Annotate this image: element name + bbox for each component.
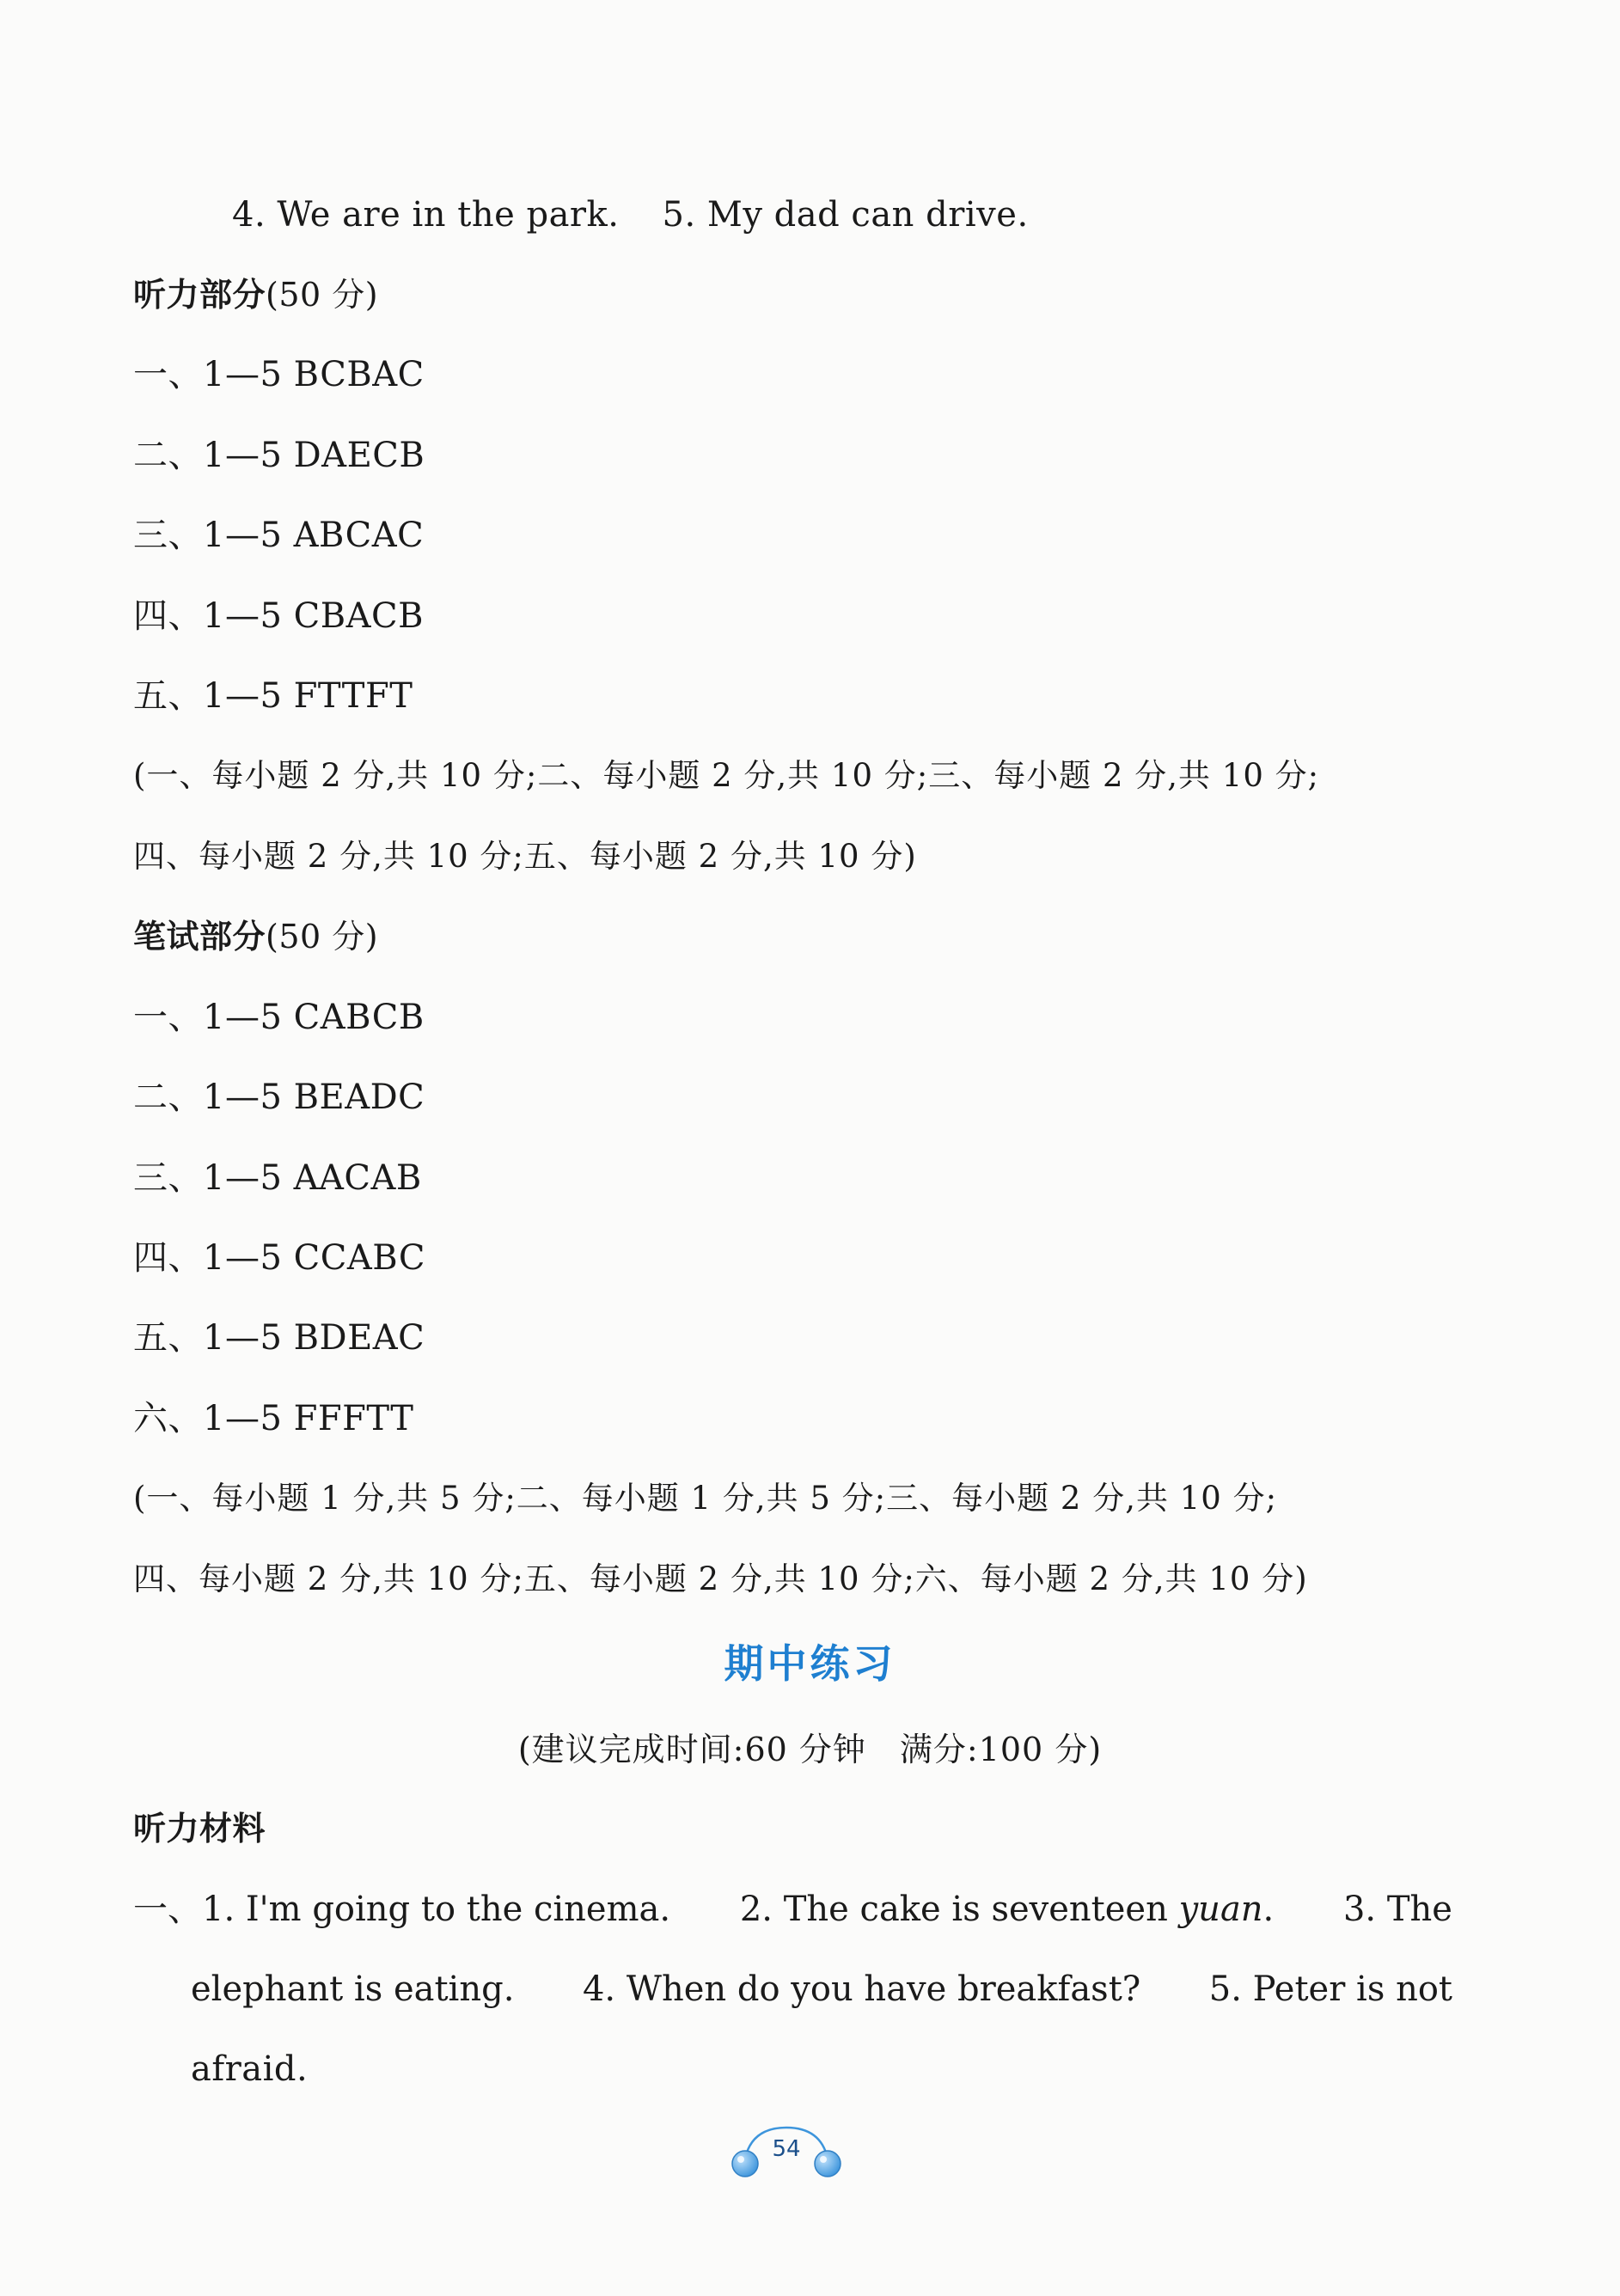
material-line-2-part-3: 5. Peter is not [1208, 1969, 1452, 2009]
listening-score: (50 分) [266, 276, 379, 314]
material-line-2-part-2: 4. When do you have breakfast? [582, 1969, 1141, 2009]
top-answer-line [232, 189, 1029, 241]
listening-scoring-note-1: (一、每小题 2 分,共 10 分;二、每小题 2 分,共 10 分;三、每小题 2 分,共 10 分; [133, 757, 1320, 794]
writing-answer-2: 二、1—5 BEADC [133, 1078, 425, 1117]
material-line-3: afraid. [191, 2049, 309, 2089]
writing-heading [133, 911, 378, 962]
material-line-1 [133, 1884, 1452, 1935]
material-item-2-end: . [1262, 1890, 1275, 1929]
listening-answer-1: 一、1—5 BCBAC [133, 355, 425, 394]
writing-answer-6: 六、1—5 FFFTT [133, 1399, 414, 1438]
writing-answer-4: 四、1—5 CCABC [133, 1238, 425, 1278]
page-number: 54 [772, 2136, 801, 2162]
material-line-2 [191, 1963, 1452, 2015]
writing-answer-5: 五、1—5 BDEAC [133, 1318, 425, 1358]
top-item-5: 5. My dad can drive. [662, 195, 1029, 235]
listening-answer-5: 五、1—5 FTTFT [133, 676, 413, 716]
writing-score: (50 分) [266, 918, 379, 956]
listening-answer-3: 三、1—5 ABCAC [133, 516, 425, 555]
material-item-2-text: 2. The cake is seventeen [739, 1890, 1168, 1929]
midterm-suggestion: (建议完成时间:60 分钟 满分:100 分) [517, 1731, 1103, 1768]
top-item-4: 4. We are in the park. [232, 195, 620, 235]
midterm-title: 期中练习 [724, 1640, 896, 1687]
listening-answer-4: 四、1—5 CBACB [133, 596, 424, 636]
writing-scoring-note-2: 四、每小题 2 分,共 10 分;五、每小题 2 分,共 10 分;六、每小题 2 分,共 10 分) [133, 1560, 1308, 1597]
listening-answer-2: 二、1—5 DAECB [133, 436, 425, 475]
material-item-2-italic: yuan [1178, 1890, 1263, 1929]
material-line-2-part-1: elephant is eating. [191, 1969, 515, 2009]
writing-scoring-note-1: (一、每小题 1 分,共 5 分;二、每小题 1 分,共 5 分;三、每小题 2 分,共 10 分; [133, 1480, 1278, 1517]
material-item-1: 一、1. I'm going to the cinema. [133, 1890, 671, 1929]
listening-heading [133, 269, 378, 321]
writing-heading-text: 笔试部分 [133, 918, 266, 956]
page-number-badge [726, 2121, 847, 2181]
listening-material-heading: 听力材料 [133, 1810, 266, 1847]
material-item-3-start: 3. The [1342, 1890, 1452, 1929]
listening-scoring-note-2: 四、每小题 2 分,共 10 分;五、每小题 2 分,共 10 分) [133, 838, 917, 875]
writing-answer-1: 一、1—5 CABCB [133, 998, 425, 1037]
material-item-2 [740, 1884, 1274, 1935]
listening-heading-text: 听力部分 [133, 276, 266, 314]
writing-answer-3: 三、1—5 AACAB [133, 1158, 422, 1198]
